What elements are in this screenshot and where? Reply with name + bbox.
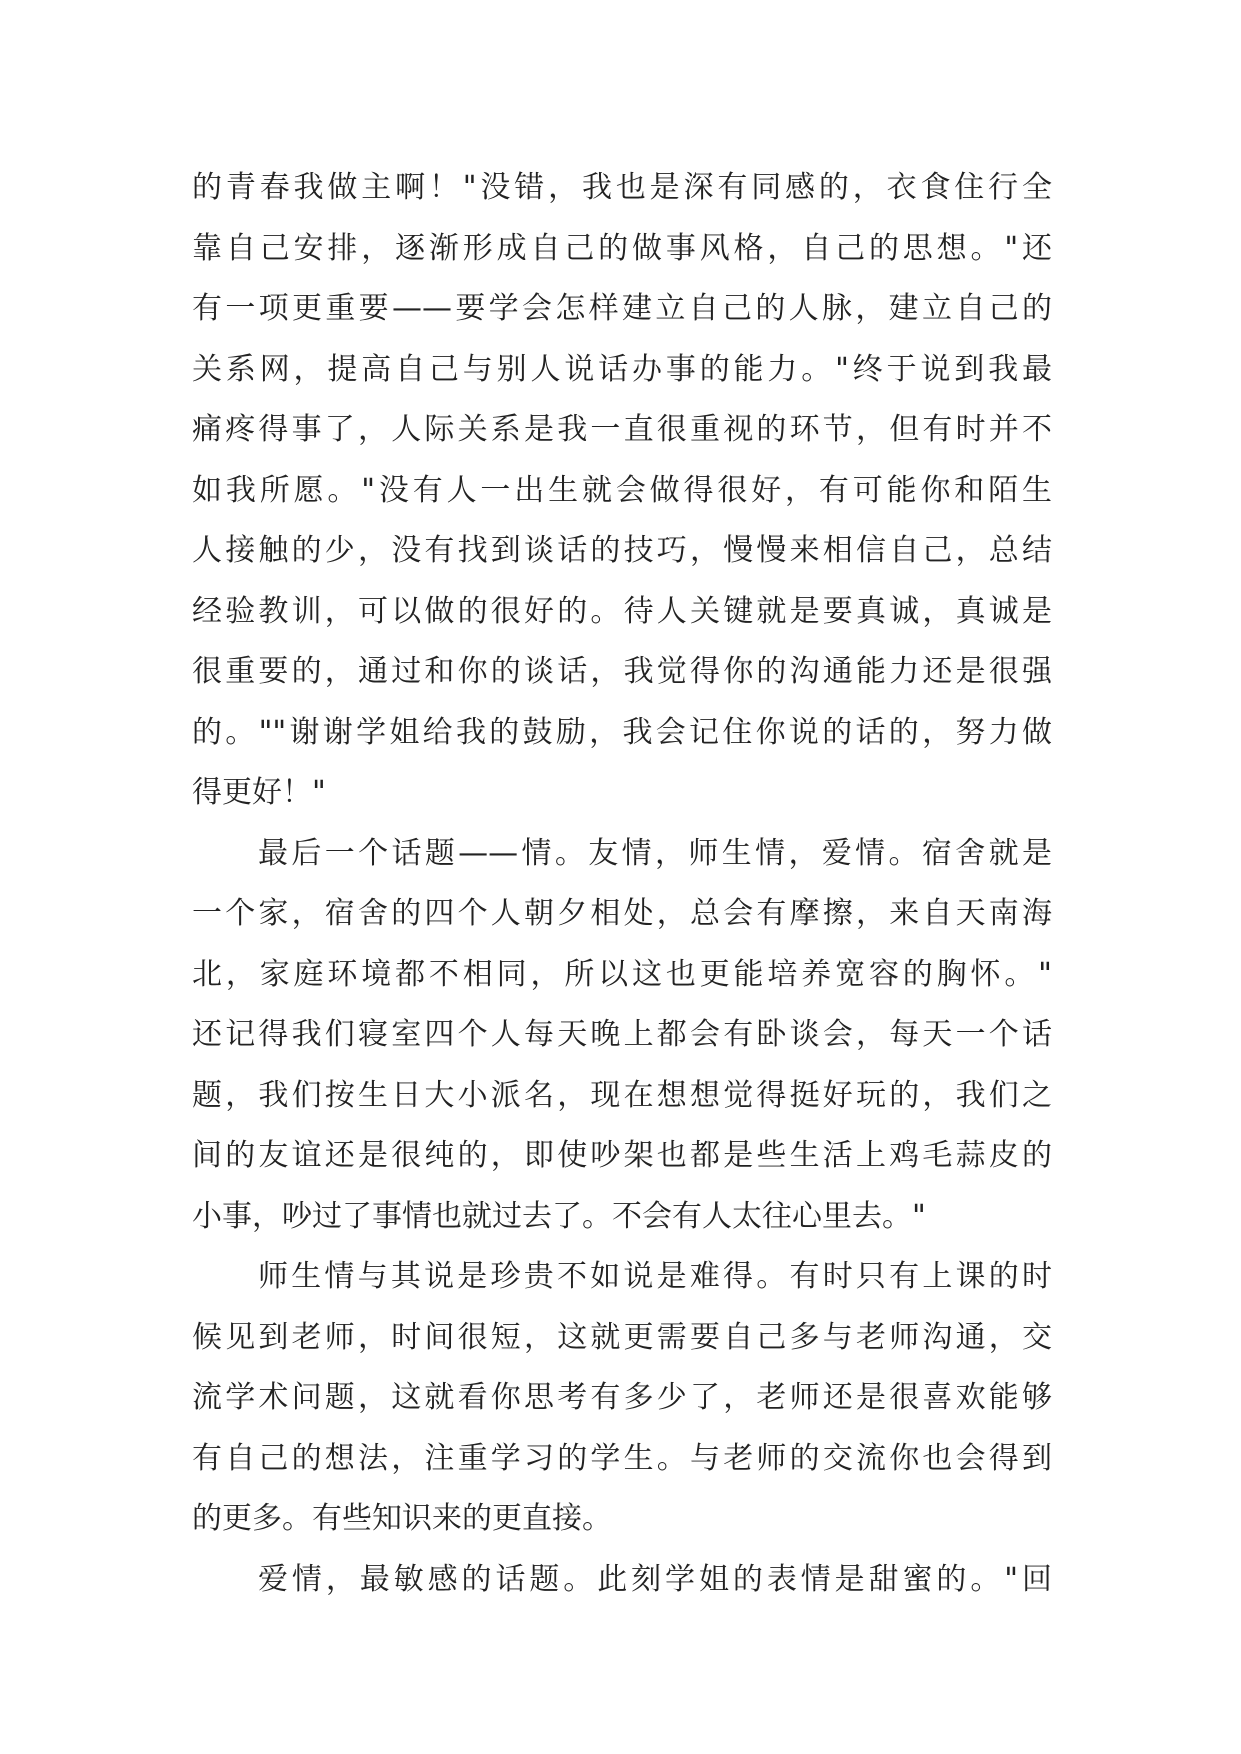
text-line: 的更多。有些知识来的更直接。 bbox=[192, 1501, 612, 1536]
text-line: 有一项更重要——要学会怎样建立自己的人脉，建立自己的 bbox=[192, 291, 1052, 326]
text-line: 还记得我们寝室四个人每天晚上都会有卧谈会，每天一个话 bbox=[192, 1017, 1052, 1052]
paragraph-first-line: 爱情，最敏感的话题。此刻学姐的表情是甜蜜的。"回 bbox=[258, 1561, 1052, 1597]
text-line: 题，我们按生日大小派名，现在想想觉得挺好玩的，我们之 bbox=[192, 1077, 1052, 1113]
paragraph-first-line: 师生情与其说是珍贵不如说是难得。有时只有上课的时 bbox=[258, 1259, 1052, 1294]
text-line: 人接触的少，没有找到谈话的技巧，慢慢来相信自己，总结 bbox=[192, 533, 1052, 568]
document-page bbox=[192, 158, 1052, 1610]
text-line: 间的友谊还是很纯的，即使吵架也都是些生活上鸡毛蒜皮的 bbox=[192, 1138, 1052, 1173]
text-line: 北，家庭环境都不相同，所以这也更能培养宽容的胸怀。" bbox=[192, 956, 1052, 992]
text-line: 经验教训，可以做的很好的。待人关键就是要真诚，真诚是 bbox=[192, 593, 1052, 629]
text-line: 的青春我做主啊！"没错，我也是深有同感的，衣食住行全 bbox=[192, 170, 1052, 205]
text-line: 小事，吵过了事情也就过去了。不会有人太往心里去。" bbox=[192, 1198, 926, 1234]
text-line: 的。""谢谢学姐给我的鼓励，我会记住你说的话的，努力做 bbox=[192, 714, 1052, 750]
text-line: 一个家，宿舍的四个人朝夕相处，总会有摩擦，来自天南海 bbox=[192, 896, 1052, 931]
text-line: 有自己的想法，注重学习的学生。与老师的交流你也会得到 bbox=[192, 1440, 1052, 1476]
paragraph-first-line: 最后一个话题——情。友情，师生情，爱情。宿舍就是 bbox=[258, 835, 1052, 871]
text-line: 关系网，提高自己与别人说话办事的能力。"终于说到我最 bbox=[192, 351, 1052, 387]
text-line: 靠自己安排，逐渐形成自己的做事风格，自己的思想。"还 bbox=[192, 230, 1052, 266]
text-line: 痛疼得事了，人际关系是我一直很重视的环节，但有时并不 bbox=[192, 412, 1052, 447]
text-line: 如我所愿。"没有人一出生就会做得很好，有可能你和陌生 bbox=[192, 472, 1052, 508]
text-line: 得更好！" bbox=[192, 775, 326, 810]
text-line: 候见到老师，时间很短，这就更需要自己多与老师沟通，交 bbox=[192, 1319, 1052, 1355]
text-line: 很重要的，通过和你的谈话，我觉得你的沟通能力还是很强 bbox=[192, 654, 1052, 689]
text-line: 流学术问题，这就看你思考有多少了，老师还是很喜欢能够 bbox=[192, 1380, 1052, 1415]
